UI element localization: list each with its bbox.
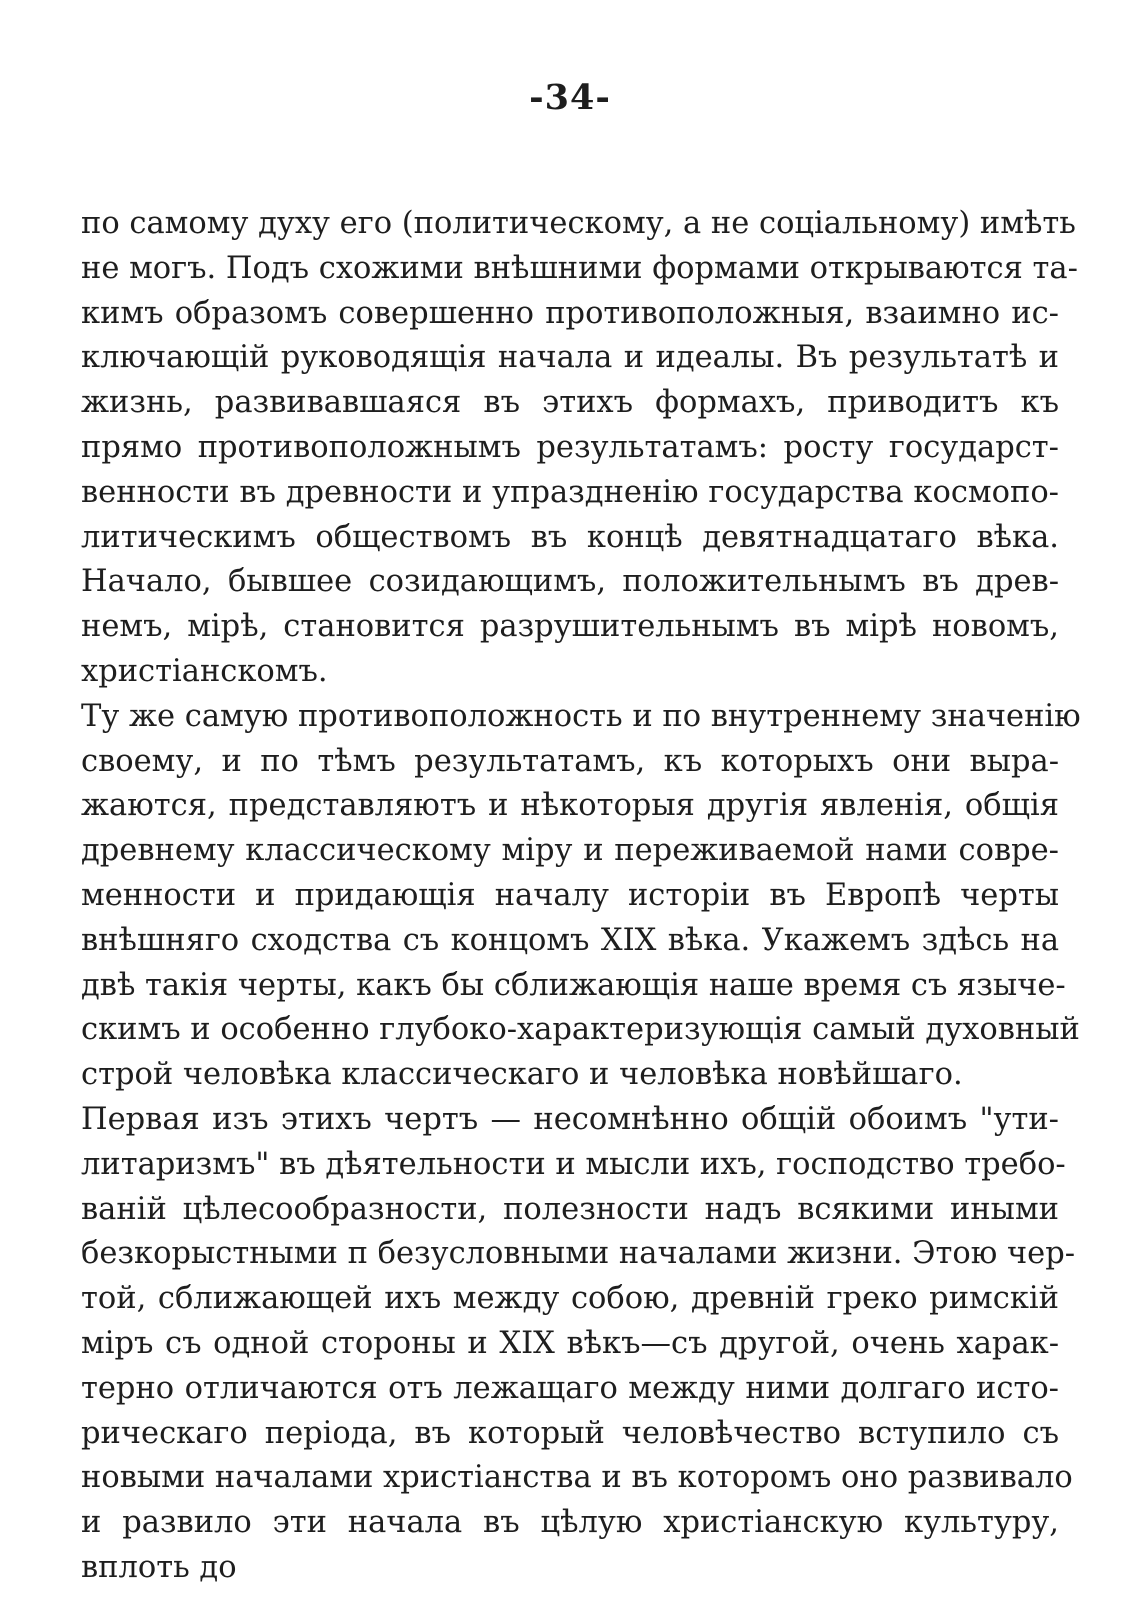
text-line: міръ съ одной стороны и XIX вѣкъ—съ другой, очень харак- xyxy=(81,1325,1059,1361)
text-line: Первая изъ этихъ чертъ — несомнѣнно общій обоимъ "ути- xyxy=(81,1101,1059,1137)
text-line: жизнь, развивавшаяся въ этихъ формахъ, приводитъ къ xyxy=(81,385,1059,421)
text-line: безкорыстными п безусловными началами жизни. Этою чер- xyxy=(81,1236,1076,1272)
text-line: строй человѣка классическаго и человѣка новѣйшаго. xyxy=(81,1057,963,1093)
paragraph-3 xyxy=(81,1098,1076,1591)
text-line: христіанскомъ. xyxy=(81,653,328,689)
text-line: Начало, бывшее созидающимъ, положительнымъ въ древ- xyxy=(81,564,1059,600)
text-line: и развило эти начала въ цѣлую христіанскую культуру, xyxy=(81,1505,1059,1541)
text-line: рическаго періода, въ который человѣчество вступило съ xyxy=(81,1415,1059,1451)
paragraph-1 xyxy=(81,202,1078,695)
text-line: ваній цѣлесообразности, полезности надъ всякими иными xyxy=(81,1191,1059,1227)
text-line: двѣ такія черты, какъ бы сближающія наше время съ языче- xyxy=(81,967,1066,1003)
text-line: менности и придающія началу исторіи въ Европѣ черты xyxy=(81,877,1059,913)
text-line: по самому духу его (политическому, а не соціальному) имѣть xyxy=(81,206,1076,241)
text-body xyxy=(81,202,1081,1591)
text-line: скимъ и особенно глубоко-характеризующія самый духовный xyxy=(81,1012,1080,1048)
text-line: немъ, мірѣ, становится разрушительнымъ въ мірѣ новомъ, xyxy=(81,609,1059,645)
text-line: той, сближающей ихъ между собою, древній греко римскій xyxy=(81,1281,1059,1317)
text-line: своему, и по тѣмъ результатамъ, къ которыхъ они выра- xyxy=(81,743,1059,779)
page-number: -34- xyxy=(529,77,611,118)
text-line: литаризмъ" въ дѣятельности и мысли ихъ, господство требо- xyxy=(81,1146,1066,1182)
text-line: внѣшняго сходства съ концомъ XIX вѣка. Укажемъ здѣсь на xyxy=(81,922,1059,958)
text-line: жаются, представляютъ и нѣкоторыя другія явленія, общія xyxy=(81,788,1059,824)
text-line: Ту же самую противоположность и по внутреннему значенію xyxy=(81,698,1081,734)
text-line: терно отличаются отъ лежащаго между ними долгаго исто- xyxy=(81,1370,1059,1406)
text-line: не могъ. Подъ схожими внѣшними формами открываются та- xyxy=(81,250,1078,286)
text-line: вплоть до xyxy=(81,1549,237,1585)
text-line: ключающій руководящія начала и идеалы. Въ результатѣ и xyxy=(81,340,1059,376)
text-line: литическимъ обществомъ въ концѣ девятнадцатаго вѣка. xyxy=(81,519,1059,555)
text-line: древнему классическому міру и переживаемой нами совре- xyxy=(81,833,1059,869)
text-line: прямо противоположнымъ результатамъ: росту государст- xyxy=(81,429,1059,465)
paragraph-2 xyxy=(81,695,1081,1098)
text-line: кимъ образомъ совершенно противоположныя, взаимно ис- xyxy=(81,295,1059,331)
text-line: новыми началами христіанства и въ которомъ оно развивало xyxy=(81,1460,1073,1496)
text-line: венности въ древности и упраздненію государства космопо- xyxy=(81,474,1059,510)
